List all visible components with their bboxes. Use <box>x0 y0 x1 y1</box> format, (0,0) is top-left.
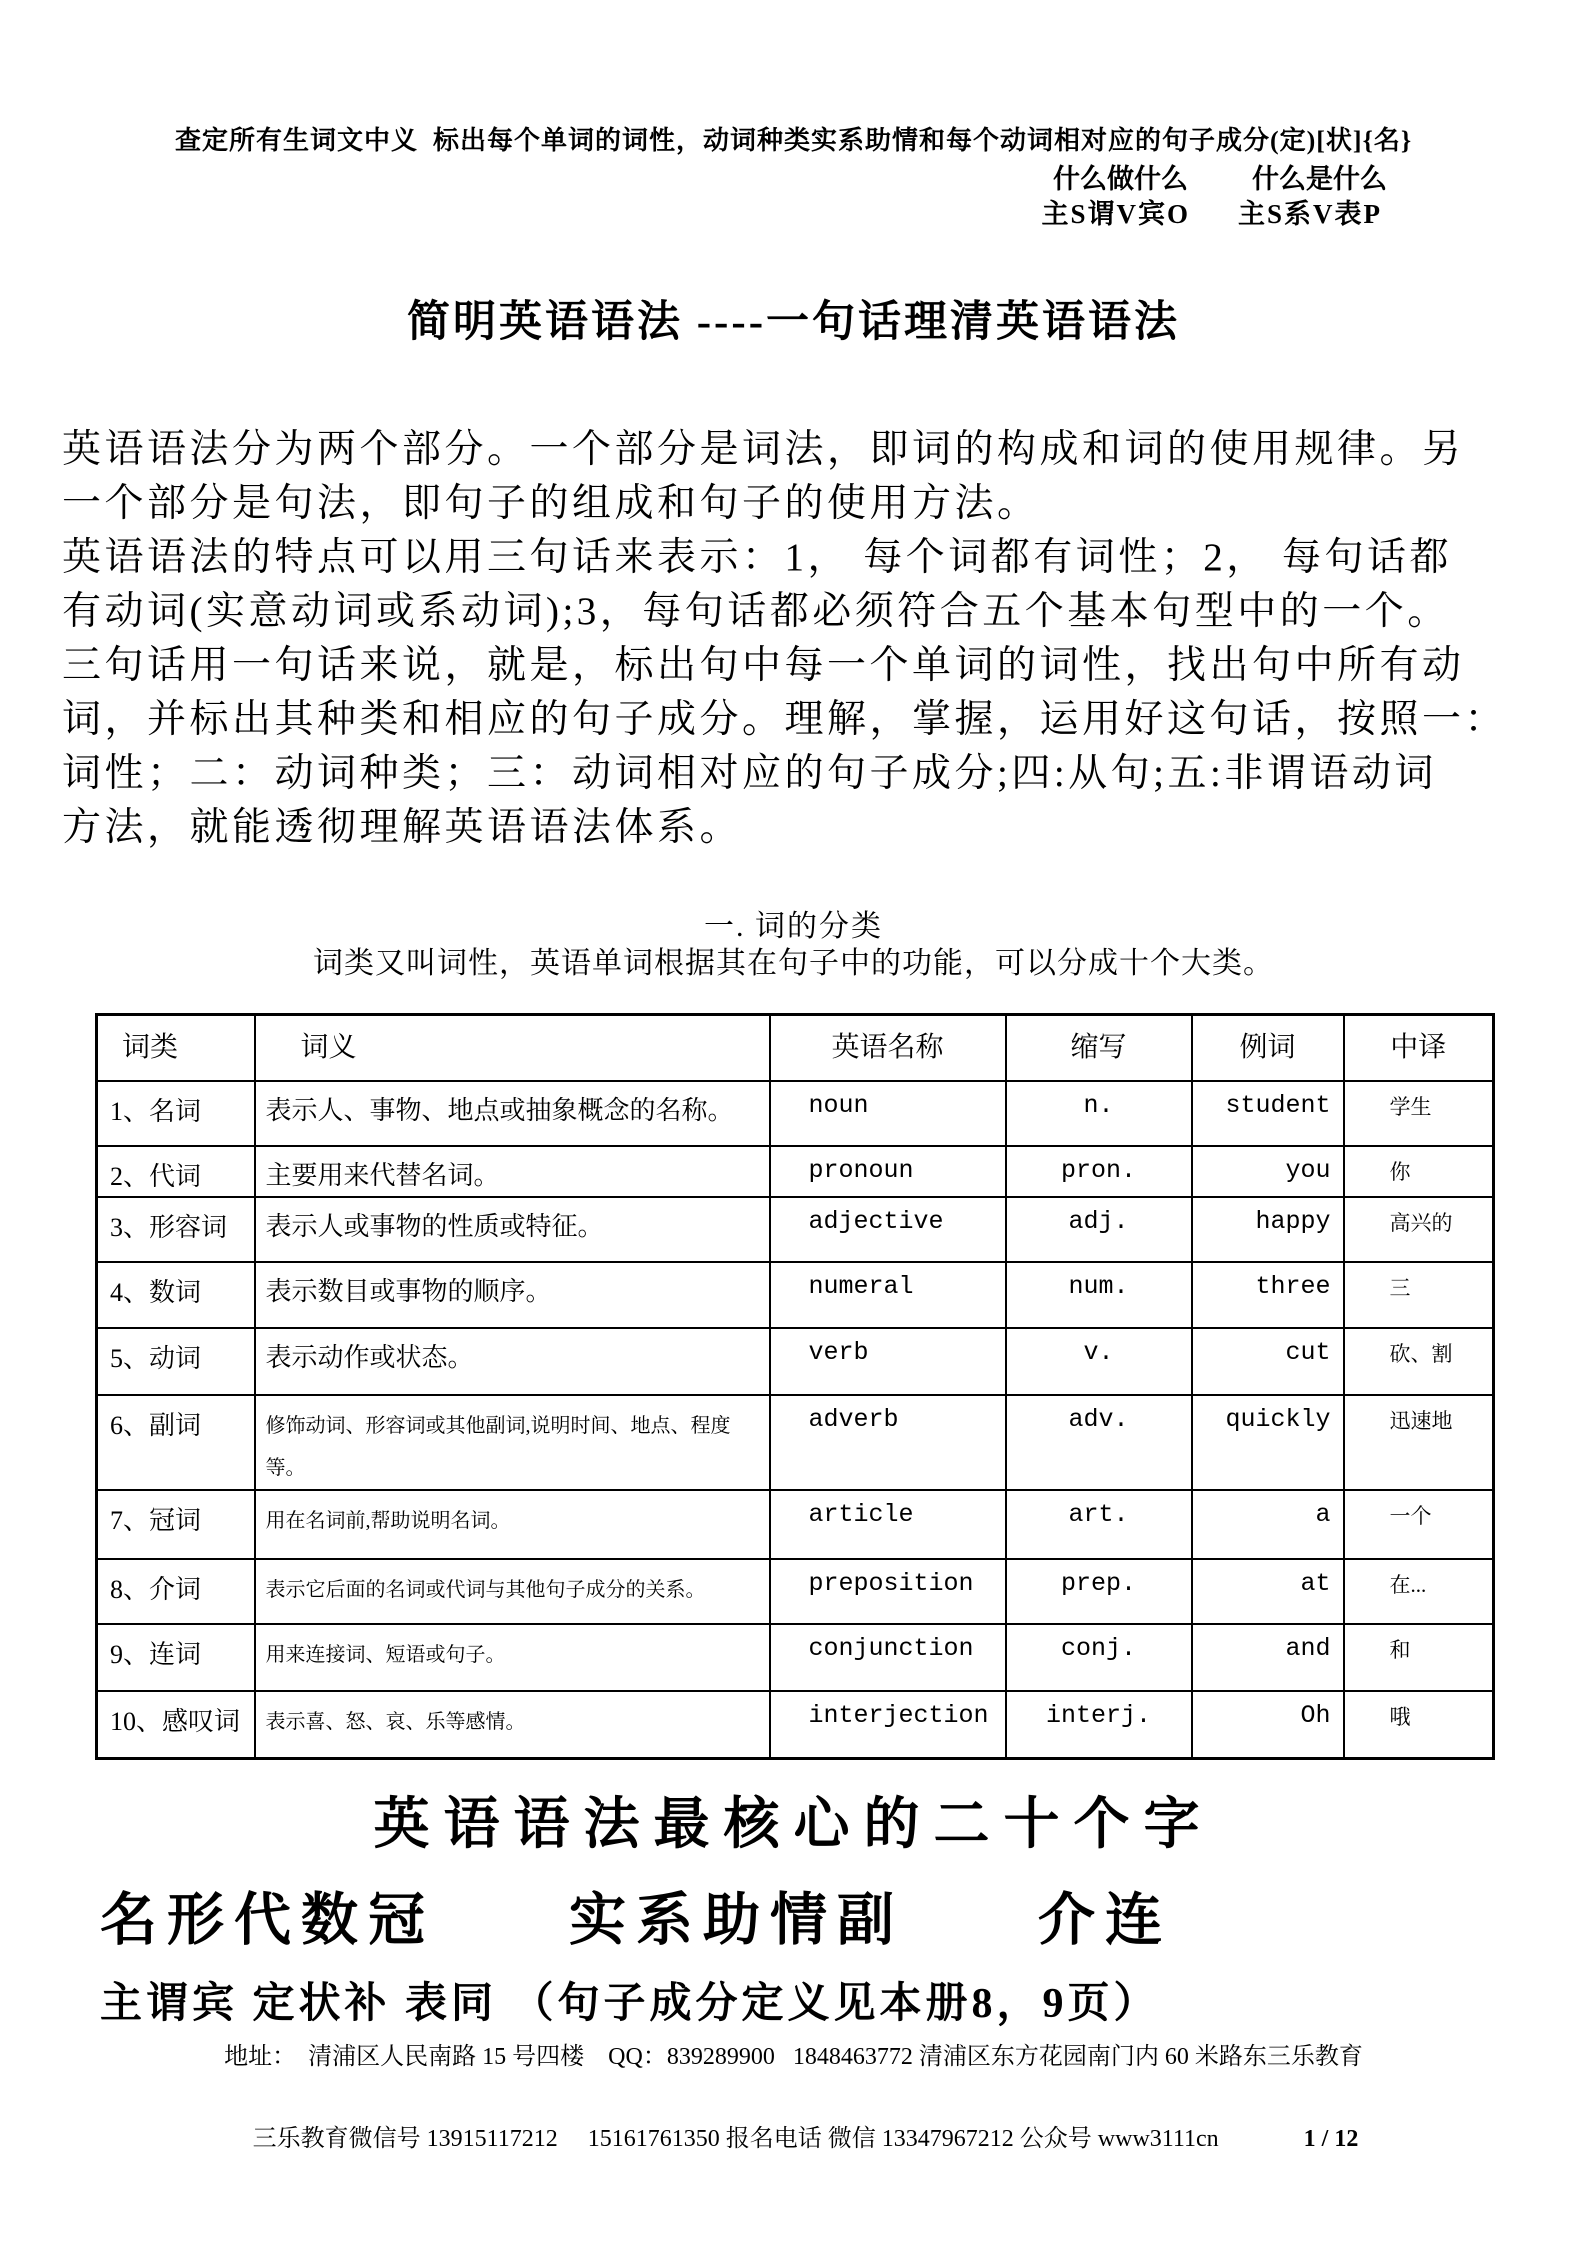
table-row <box>97 1490 1494 1559</box>
cell-abbr: num. <box>1006 1262 1192 1328</box>
table-row <box>97 1559 1494 1624</box>
footer-contact-text: 三乐教育微信号 13915117212 15161761350 报名电话 微信 13347967212 公众号 www3111cn <box>252 2126 1219 2152</box>
cell-example: a <box>1192 1490 1344 1559</box>
cell-meaning: 表示动作或状态。 <box>255 1328 770 1395</box>
cell-abbr: pron. <box>1006 1146 1192 1197</box>
cell-meaning: 表示人或事物的性质或特征。 <box>255 1197 770 1262</box>
cell-abbr: adj. <box>1006 1197 1192 1262</box>
section-subheading: 词类又叫词性，英语单词根据其在句子中的功能，可以分成十个大类。 <box>313 947 1274 980</box>
header-annotation-line1: 查定所有生词文中义 标出每个单词的词性，动词种类实系助情和每个动词相对应的句子成分(定)[状]{名} <box>174 126 1413 155</box>
cell-chinese: 在... <box>1344 1559 1494 1624</box>
cell-example: and <box>1192 1624 1344 1691</box>
cell-english: preposition <box>770 1559 1006 1624</box>
table-row <box>97 1146 1494 1197</box>
paragraph-line: 方法，就能透彻理解英语语法体系。 <box>62 806 743 849</box>
cell-abbr: n. <box>1006 1081 1192 1146</box>
cell-abbr: conj. <box>1006 1624 1192 1691</box>
cell-english: pronoun <box>770 1146 1006 1197</box>
cell-meaning: 用来连接词、短语或句子。 <box>255 1624 770 1691</box>
cell-abbr: v. <box>1006 1328 1192 1395</box>
cell-english: interjection <box>770 1691 1006 1759</box>
cell-category: 9、连词 <box>97 1624 255 1691</box>
cell-meaning: 表示喜、怒、哀、乐等感情。 <box>255 1691 770 1759</box>
column-header: 词类 <box>97 1015 255 1081</box>
cell-example: quickly <box>1192 1395 1344 1490</box>
cell-chinese: 三 <box>1344 1262 1494 1328</box>
cell-meaning: 用在名词前,帮助说明名词。 <box>255 1490 770 1559</box>
cell-chinese: 你 <box>1344 1146 1494 1197</box>
table-row <box>97 1395 1494 1490</box>
cell-example: student <box>1192 1081 1344 1146</box>
table-row <box>97 1624 1494 1691</box>
column-header: 缩写 <box>1006 1015 1192 1081</box>
column-header: 英语名称 <box>770 1015 1006 1081</box>
cell-example: three <box>1192 1262 1344 1328</box>
cell-category: 10、感叹词 <box>97 1691 255 1759</box>
footer-contact-line <box>0 2091 1587 2180</box>
annotation-svp-pattern: 主S系V表P <box>1237 199 1382 229</box>
intro-paragraph <box>62 423 1532 855</box>
cell-chinese: 和 <box>1344 1624 1494 1691</box>
table-row <box>97 1197 1494 1262</box>
cell-abbr: adv. <box>1006 1395 1192 1490</box>
paragraph-line: 词性；二：动词种类；三：动词相对应的句子成分;四:从句;五:非谓语动词 <box>62 752 1437 795</box>
cell-example: happy <box>1192 1197 1344 1262</box>
cell-chinese: 高兴的 <box>1344 1197 1494 1262</box>
cell-category: 8、介词 <box>97 1559 255 1624</box>
cell-abbr: prep. <box>1006 1559 1192 1624</box>
cell-meaning: 修饰动词、形容词或其他副词,说明时间、地点、程度等。 <box>255 1395 770 1490</box>
cell-example: Oh <box>1192 1691 1344 1759</box>
table-row <box>97 1262 1494 1328</box>
footer-address-line: 地址： 清浦区人民南路 15 号四楼 QQ：839289900 1848463772 清浦区东方花园南门内 60 米路东三乐教育 <box>224 2044 1363 2070</box>
paragraph-line: 一个部分是句法，即句子的组成和句子的使用方法。 <box>62 482 1040 525</box>
cell-chinese: 哦 <box>1344 1691 1494 1759</box>
page-title: 简明英语语法 ----一句话理清英语语法 <box>406 299 1181 346</box>
cell-english: noun <box>770 1081 1006 1146</box>
cell-category: 7、冠词 <box>97 1490 255 1559</box>
cell-abbr: art. <box>1006 1490 1192 1559</box>
paragraph-line: 英语语法分为两个部分。一个部分是词法，即词的构成和词的使用规律。另 <box>62 428 1465 471</box>
cell-meaning: 表示它后面的名词或代词与其他句子成分的关系。 <box>255 1559 770 1624</box>
cell-english: numeral <box>770 1262 1006 1328</box>
cell-meaning: 主要用来代替名词。 <box>255 1146 770 1197</box>
cell-chinese: 砍、割 <box>1344 1328 1494 1395</box>
cell-meaning: 表示数目或事物的顺序。 <box>255 1262 770 1328</box>
cell-category: 2、代词 <box>97 1146 255 1197</box>
table-header-row <box>97 1015 1494 1081</box>
paragraph-line: 三句话用一句话来说，就是，标出句中每一个单词的词性，找出句中所有动 <box>62 644 1465 687</box>
cell-english: adjective <box>770 1197 1006 1262</box>
cell-english: verb <box>770 1328 1006 1395</box>
cell-abbr: interj. <box>1006 1691 1192 1759</box>
annotation-svo-pattern: 主S谓V宾O <box>1041 199 1190 229</box>
column-header: 中译 <box>1344 1015 1494 1081</box>
page-number: 1 / 12 <box>1303 2126 1359 2152</box>
column-header: 词义 <box>255 1015 770 1081</box>
paragraph-line: 有动词(实意动词或系动词);3，每句话都必须符合五个基本句型中的一个。 <box>62 590 1450 633</box>
cell-meaning: 表示人、事物、地点或抽象概念的名称。 <box>255 1081 770 1146</box>
cell-english: adverb <box>770 1395 1006 1490</box>
section-heading: 一. 词的分类 <box>704 910 883 943</box>
cell-category: 5、动词 <box>97 1328 255 1395</box>
word-classification-table <box>95 1013 1495 1760</box>
cell-category: 6、副词 <box>97 1395 255 1490</box>
cell-chinese: 学生 <box>1344 1081 1494 1146</box>
cell-chinese: 迅速地 <box>1344 1395 1494 1490</box>
header-annotation-line2 <box>1053 157 1387 196</box>
header-annotation-line3 <box>1041 192 1382 231</box>
cell-category: 1、名词 <box>97 1081 255 1146</box>
cell-english: article <box>770 1490 1006 1559</box>
core-twenty-characters-heading: 英语语法最核心的二十个字 <box>373 1794 1214 1856</box>
cell-category: 3、形容词 <box>97 1197 255 1262</box>
table-row <box>97 1328 1494 1395</box>
cell-example: you <box>1192 1146 1344 1197</box>
paragraph-line: 词，并标出其种类和相应的句子成分。理解，掌握，运用好这句话，按照一： <box>62 698 1508 741</box>
cell-chinese: 一个 <box>1344 1490 1494 1559</box>
cell-category: 4、数词 <box>97 1262 255 1328</box>
column-header: 例词 <box>1192 1015 1344 1081</box>
paragraph-line: 英语语法的特点可以用三句话来表示：1， 每个词都有词性；2， 每句话都 <box>62 536 1453 579</box>
cell-english: conjunction <box>770 1624 1006 1691</box>
core-sentence-elements-line: 主谓宾 定状补 表同 （句子成分定义见本册8，9页） <box>100 1981 1160 2027</box>
table-row <box>97 1691 1494 1759</box>
annotation-what-is-what: 什么是什么 <box>1252 164 1387 194</box>
cell-example: at <box>1192 1559 1344 1624</box>
table-row <box>97 1081 1494 1146</box>
cell-example: cut <box>1192 1328 1344 1395</box>
annotation-what-does-what: 什么做什么 <box>1053 164 1188 194</box>
table-body <box>97 1081 1494 1759</box>
core-word-classes-line: 名形代数冠 实系助情副 介连 <box>100 1889 1172 1952</box>
